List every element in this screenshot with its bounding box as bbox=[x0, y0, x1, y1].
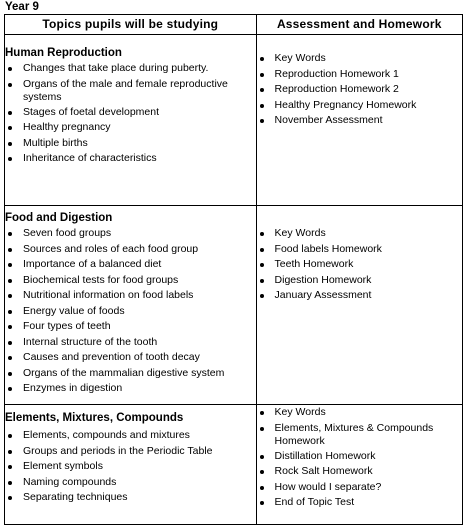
topic-item: Organs of the male and female reproductive systems bbox=[5, 77, 256, 105]
assessment-item: Teeth Homework bbox=[257, 257, 462, 273]
year-label: Year 9 bbox=[5, 1, 39, 13]
topic-item: Energy value of foods bbox=[5, 304, 256, 320]
topic-item: Elements, compounds and mixtures bbox=[5, 428, 256, 444]
assessment-item: Reproduction Homework 1 bbox=[257, 67, 462, 83]
topic-item: Four types of teeth bbox=[5, 319, 256, 335]
assessment-list bbox=[257, 226, 462, 304]
topic-item-list bbox=[5, 428, 256, 506]
topic-title: Human Reproduction bbox=[5, 47, 122, 59]
assessment-item: November Assessment bbox=[257, 113, 462, 129]
assessment-item: Digestion Homework bbox=[257, 273, 462, 289]
assessment-item: Food labels Homework bbox=[257, 242, 462, 258]
assessment-header: Assessment and Homework bbox=[256, 15, 462, 35]
header-row bbox=[5, 15, 463, 35]
assessment-cell bbox=[256, 35, 462, 206]
assessment-item: Healthy Pregnancy Homework bbox=[257, 98, 462, 114]
assessment-item: Key Words bbox=[257, 405, 462, 421]
topic-item: Element symbols bbox=[5, 459, 256, 475]
topic-title: Food and Digestion bbox=[5, 212, 113, 224]
topic-item: Organs of the mammalian digestive system bbox=[5, 366, 256, 382]
topics-header: Topics pupils will be studying bbox=[5, 15, 257, 35]
assessment-cell bbox=[256, 206, 462, 405]
topic-item: Seven food groups bbox=[5, 226, 256, 242]
assessment-item: Key Words bbox=[257, 226, 462, 242]
topic-item: Enzymes in digestion bbox=[5, 381, 256, 397]
assessment-list bbox=[257, 405, 462, 511]
assessment-cell bbox=[256, 405, 462, 525]
topic-item: Separating techniques bbox=[5, 490, 256, 506]
topic-cell bbox=[5, 35, 257, 206]
topic-item: Nutritional information on food labels bbox=[5, 288, 256, 304]
assessment-item: Distillation Homework bbox=[257, 449, 462, 465]
assessment-item: Rock Salt Homework bbox=[257, 464, 462, 480]
topic-item: Healthy pregnancy bbox=[5, 120, 256, 136]
assessment-item: How would I separate? bbox=[257, 480, 462, 496]
topic-item: Changes that take place during puberty. bbox=[5, 61, 256, 77]
topic-item: Groups and periods in the Periodic Table bbox=[5, 444, 256, 460]
assessment-item: Reproduction Homework 2 bbox=[257, 82, 462, 98]
assessment-item: Elements, Mixtures & Compounds Homework bbox=[257, 421, 462, 449]
topic-item: Biochemical tests for food groups bbox=[5, 273, 256, 289]
topic-item: Inheritance of characteristics bbox=[5, 151, 256, 167]
topic-cell bbox=[5, 206, 257, 405]
topic-item: Naming compounds bbox=[5, 475, 256, 491]
assessment-item: Key Words bbox=[257, 51, 462, 67]
topic-row-food-and-digestion bbox=[5, 206, 463, 405]
topic-item: Multiple births bbox=[5, 136, 256, 152]
assessment-item: End of Topic Test bbox=[257, 495, 462, 511]
assessment-item: January Assessment bbox=[257, 288, 462, 304]
topic-cell bbox=[5, 405, 257, 525]
topic-item: Stages of foetal development bbox=[5, 105, 256, 121]
topic-title: Elements, Mixtures, Compounds bbox=[5, 412, 184, 424]
topic-item: Internal structure of the tooth bbox=[5, 335, 256, 351]
topic-row-human-reproduction bbox=[5, 35, 463, 206]
curriculum-table bbox=[4, 14, 463, 525]
topic-item: Importance of a balanced diet bbox=[5, 257, 256, 273]
topic-row-elements-mixtures-compounds bbox=[5, 405, 463, 525]
topic-item-list bbox=[5, 61, 256, 167]
topic-item: Causes and prevention of tooth decay bbox=[5, 350, 256, 366]
topic-item: Sources and roles of each food group bbox=[5, 242, 256, 258]
topic-item-list bbox=[5, 226, 256, 397]
assessment-list bbox=[257, 51, 462, 129]
